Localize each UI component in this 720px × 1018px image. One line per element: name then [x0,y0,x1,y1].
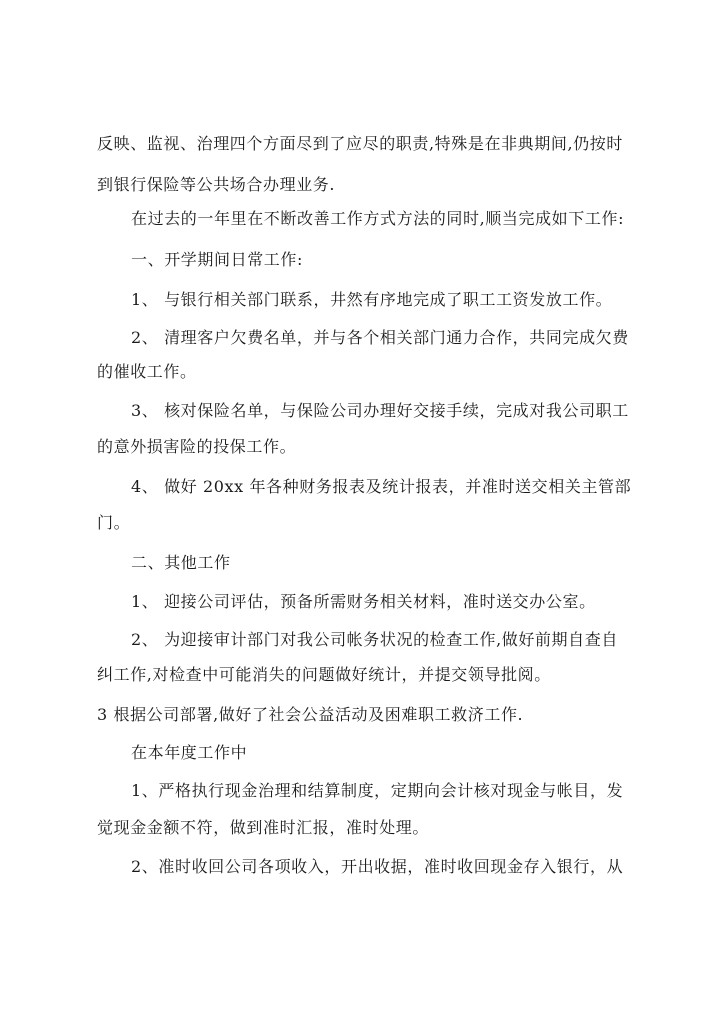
text-line: 到银行保险等公共场合办理业务. [97,175,336,194]
section-heading: 在本年度工作中 [131,743,248,762]
text-line: 3 根据公司部署,做好了社会公益活动及困难职工救济工作. [97,705,524,724]
text-line: 在过去的一年里在不断改善工作方式方法的同时,顺当完成如下工作: [131,209,625,228]
text-line: 2、准时收回公司各项收入，开出收据，准时收回现金存入银行，从 [131,857,624,876]
text-line: 反映、监视、治理四个方面尽到了应尽的职责,特殊是在非典期间,仍按时 [97,134,623,153]
text-line: 2、 为迎接审计部门对我公司帐务状况的检查工作,做好前期自查自 [131,630,618,649]
text-line: 4、 做好 20xx 年各种财务报表及统计报表，并准时送交相关主管部 [131,477,632,496]
section-heading: 二、其他工作 [131,553,231,572]
text-line: 2、 清理客户欠费名单，并与各个相关部门通力合作，共同完成欠费 [131,328,629,347]
text-line: 纠工作,对检查中可能消失的问题做好统计，并提交领导批阅。 [97,665,551,684]
text-line: 的催收工作。 [97,362,197,381]
text-line: 1、 迎接公司评估，预备所需财务相关材料，准时送交办公室。 [131,592,596,611]
text-line: 3、 核对保险名单，与保险公司办理好交接手续，完成对我公司职工 [131,401,629,420]
text-line: 门。 [97,513,131,532]
text-line: 1、 与银行相关部门联系，井然有序地完成了职工工资发放工作。 [131,290,613,309]
text-line: 觉现金金额不符，做到准时汇报，准时处理。 [97,818,430,837]
text-line: 的意外损害险的投保工作。 [97,437,297,456]
section-heading: 一、开学期间日常工作: [131,250,303,269]
text-line: 1、严格执行现金治理和结算制度，定期向会计核对现金与帐目，发 [131,781,624,800]
